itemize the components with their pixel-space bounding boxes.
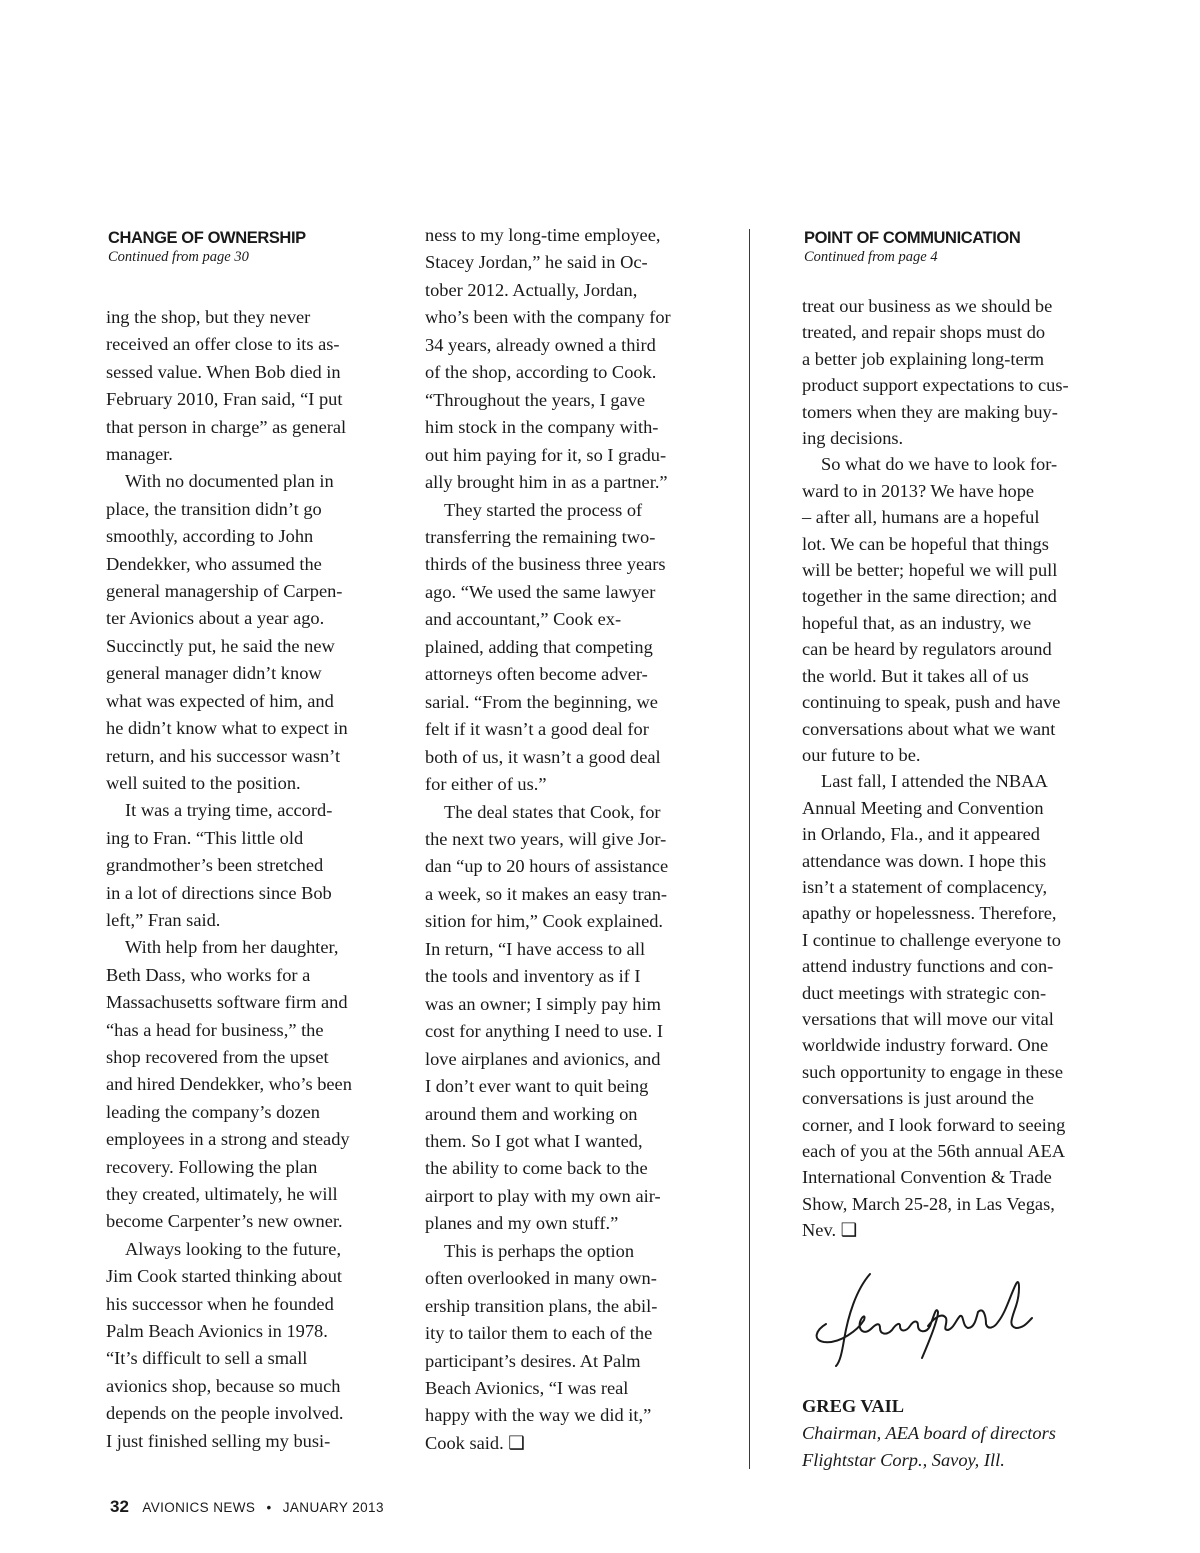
text-line: felt if it wasn’t a good deal for: [425, 719, 649, 740]
footer-separator: •: [266, 1500, 272, 1515]
author-company: Flightstar Corp., Savoy, Ill.: [802, 1449, 1005, 1470]
text-line: “Throughout the years, I gave: [425, 389, 646, 410]
text-line: in Orlando, Fla., and it appeared: [802, 824, 1040, 845]
text-line: treat our business as we should be: [802, 296, 1053, 316]
text-line: sition for him,” Cook explained.: [425, 911, 664, 932]
text-line: Beth Dass, who works for a: [106, 964, 311, 985]
text-line: the world. But it takes all of us: [802, 665, 1029, 686]
text-line: depends on the people involved.: [106, 1403, 344, 1424]
text-line: thirds of the business three years: [425, 554, 666, 575]
text-line: “It’s difficult to sell a small: [106, 1348, 308, 1369]
text-line: I don’t ever want to quit being: [425, 1076, 649, 1097]
text-line: employees in a strong and steady: [106, 1129, 350, 1150]
text-line: continuing to speak, push and have: [802, 692, 1061, 713]
text-line: received an offer close to its as-: [106, 334, 340, 355]
text-line: for either of us.”: [425, 774, 547, 795]
text-line: In return, “I have access to all: [425, 938, 646, 959]
text-line: Massachusetts software firm and: [106, 992, 348, 1013]
text-line: tomers when they are making buy-: [802, 401, 1058, 422]
text-line: general managership of Carpen-: [106, 581, 343, 602]
article-text: [425, 222, 710, 1457]
text-line: of the shop, according to Cook.: [425, 362, 657, 383]
article-text: [802, 293, 1114, 1244]
text-line: grandmother’s been stretched: [106, 855, 324, 876]
text-line: manager.: [106, 444, 173, 465]
text-line: dan “up to 20 hours of assistance: [425, 856, 669, 877]
text-line: return, and his successor wasn’t: [106, 745, 341, 766]
text-line: International Convention & Trade: [802, 1167, 1052, 1188]
text-line: will be better; hopeful we will pull: [802, 560, 1058, 581]
text-line: ally brought him in as a partner.”: [425, 472, 668, 493]
text-line: can be heard by regulators around: [802, 639, 1052, 660]
column-2: [425, 222, 710, 1457]
text-line: a week, so it makes an easy tran-: [425, 883, 668, 904]
text-line: Stacey Jordan,” he said in Oc-: [425, 252, 648, 273]
continued-note: Continued from page 4: [804, 249, 938, 265]
text-line: shop recovered from the upset: [106, 1046, 329, 1067]
text-line: worldwide industry forward. One: [802, 1035, 1049, 1056]
text-line: what was expected of him, and: [106, 690, 334, 711]
text-line: ity to tailor them to each of the: [425, 1323, 653, 1344]
text-line: corner, and I look forward to seeing: [802, 1114, 1066, 1135]
section-heading: POINT OF COMMUNICATION: [804, 229, 1021, 247]
text-line: attorneys often become adver-: [425, 664, 648, 685]
text-line: often overlooked in many own-: [425, 1268, 657, 1289]
page-footer: [110, 1497, 384, 1517]
text-line: leading the company’s dozen: [106, 1101, 320, 1122]
text-line: Nev. ❑: [802, 1220, 858, 1241]
text-line: Dendekker, who assumed the: [106, 553, 322, 574]
text-line: both of us, it wasn’t a good deal: [425, 746, 661, 767]
text-line: versations that will move our vital: [802, 1008, 1054, 1029]
text-line: The deal states that Cook, for: [444, 801, 661, 822]
text-line: isn’t a statement of complacency,: [802, 876, 1048, 897]
text-line: hopeful that, as an industry, we: [802, 612, 1032, 633]
text-line: and accountant,” Cook ex-: [425, 609, 622, 630]
article-text: [106, 304, 388, 1455]
text-line: ness to my long-time employee,: [425, 225, 661, 245]
text-line: sessed value. When Bob died in: [106, 361, 341, 382]
text-line: This is perhaps the option: [444, 1240, 635, 1261]
text-line: conversations is just around the: [802, 1088, 1034, 1109]
text-line: avionics shop, because so much: [106, 1375, 341, 1396]
text-line: I continue to challenge everyone to: [802, 929, 1061, 950]
text-line: ter Avionics about a year ago.: [106, 608, 325, 629]
text-line: each of you at the 56th annual AEA: [802, 1141, 1066, 1161]
text-line: “has a head for business,” the: [106, 1019, 324, 1040]
text-line: 34 years, already owned a third: [425, 334, 656, 355]
text-line: Palm Beach Avionics in 1978.: [106, 1321, 328, 1342]
text-line: our future to be.: [802, 744, 921, 765]
text-line: general manager didn’t know: [106, 663, 322, 684]
text-line: love airplanes and avionics, and: [425, 1048, 661, 1069]
text-line: transferring the remaining two-: [425, 526, 656, 547]
text-line: together in the same direction; and: [802, 586, 1057, 607]
text-line: Show, March 25-28, in Las Vegas,: [802, 1193, 1055, 1214]
text-line: February 2010, Fran said, “I put: [106, 389, 343, 410]
text-line: the ability to come back to the: [425, 1158, 648, 1179]
text-line: them. So I got what I wanted,: [425, 1130, 643, 1151]
continued-note: Continued from page 30: [108, 249, 249, 265]
text-line: ward to in 2013? We have hope: [802, 480, 1035, 501]
text-line: left,” Fran said.: [106, 909, 221, 930]
text-line: a better job explaining long-term: [802, 348, 1045, 369]
text-line: happy with the way we did it,”: [425, 1405, 652, 1426]
text-line: It was a trying time, accord-: [125, 800, 333, 821]
text-line: So what do we have to look for-: [821, 454, 1058, 475]
text-line: duct meetings with strategic con-: [802, 982, 1047, 1003]
text-line: Beach Avionics, “I was real: [425, 1378, 629, 1399]
text-line: ago. “We used the same lawyer: [425, 581, 656, 602]
text-line: they created, ultimately, he will: [106, 1184, 338, 1204]
text-line: him stock in the company with-: [425, 417, 659, 438]
text-line: attend industry functions and con-: [802, 956, 1054, 977]
text-line: that person in charge” as general: [106, 416, 347, 437]
text-line: They started the process of: [444, 499, 643, 520]
text-line: lot. We can be hopeful that things: [802, 533, 1049, 554]
text-line: such opportunity to engage in these: [802, 1061, 1063, 1082]
text-line: ing to Fran. “This little old: [106, 827, 304, 848]
text-line: the next two years, will give Jor-: [425, 828, 667, 849]
page-number: 32: [110, 1497, 129, 1516]
issue-date: JANUARY 2013: [282, 1500, 384, 1515]
text-line: become Carpenter’s new owner.: [106, 1211, 343, 1232]
text-line: his successor when he founded: [106, 1293, 334, 1314]
text-line: airport to play with my own air-: [425, 1185, 661, 1206]
text-line: Jim Cook started thinking about: [106, 1266, 342, 1287]
text-line: With no documented plan in: [125, 471, 334, 492]
text-line: With help from her daughter,: [125, 937, 339, 958]
column-divider: [749, 229, 750, 1469]
text-line: Cook said. ❑: [425, 1432, 525, 1453]
text-line: I just finished selling my busi-: [106, 1430, 331, 1451]
text-line: plained, adding that competing: [425, 636, 653, 657]
text-line: treated, and repair shops must do: [802, 322, 1046, 343]
text-line: attendance was down. I hope this: [802, 850, 1047, 871]
section-heading: CHANGE OF OWNERSHIP: [108, 229, 306, 247]
text-line: sarial. “From the beginning, we: [425, 691, 658, 712]
text-line: in a lot of directions since Bob: [106, 882, 332, 903]
text-line: planes and my own stuff.”: [425, 1213, 619, 1234]
publication-name: AVIONICS NEWS: [142, 1500, 256, 1515]
text-line: Succinctly put, he said the new: [106, 635, 335, 656]
text-line: who’s been with the company for: [425, 307, 671, 328]
text-line: Last fall, I attended the NBAA: [821, 771, 1048, 792]
text-line: place, the transition didn’t go: [106, 498, 322, 519]
text-line: was an owner; I simply pay him: [425, 993, 661, 1014]
text-line: out him paying for it, so I gradu-: [425, 444, 667, 465]
text-line: product support expectations to cus-: [802, 375, 1069, 396]
text-line: well suited to the position.: [106, 772, 301, 793]
column-1: [106, 222, 388, 1455]
text-line: cost for anything I need to use. I: [425, 1021, 663, 1042]
text-line: apathy or hopelessness. Therefore,: [802, 903, 1057, 924]
signature-image: [810, 1266, 1050, 1376]
author-name: GREG VAIL: [802, 1395, 905, 1416]
text-line: and hired Dendekker, who’s been: [106, 1074, 352, 1095]
text-line: conversations about what we want: [802, 718, 1056, 739]
text-line: around them and working on: [425, 1103, 638, 1124]
text-line: – after all, humans are a hopeful: [802, 507, 1040, 528]
text-line: recovery. Following the plan: [106, 1156, 318, 1177]
text-line: smoothly, according to John: [106, 526, 314, 547]
text-line: ing the shop, but they never: [106, 307, 311, 327]
text-line: ership transition plans, the abil-: [425, 1295, 658, 1316]
text-line: Always looking to the future,: [125, 1238, 342, 1259]
author-title: Chairman, AEA board of directors: [802, 1422, 1056, 1443]
text-line: the tools and inventory as if I: [425, 966, 641, 987]
text-line: Annual Meeting and Convention: [802, 797, 1044, 818]
text-line: ing decisions.: [802, 428, 904, 449]
text-line: participant’s desires. At Palm: [425, 1350, 641, 1371]
column-3: [802, 222, 1114, 1474]
text-line: he didn’t know what to expect in: [106, 718, 348, 739]
text-line: tober 2012. Actually, Jordan,: [425, 279, 638, 300]
